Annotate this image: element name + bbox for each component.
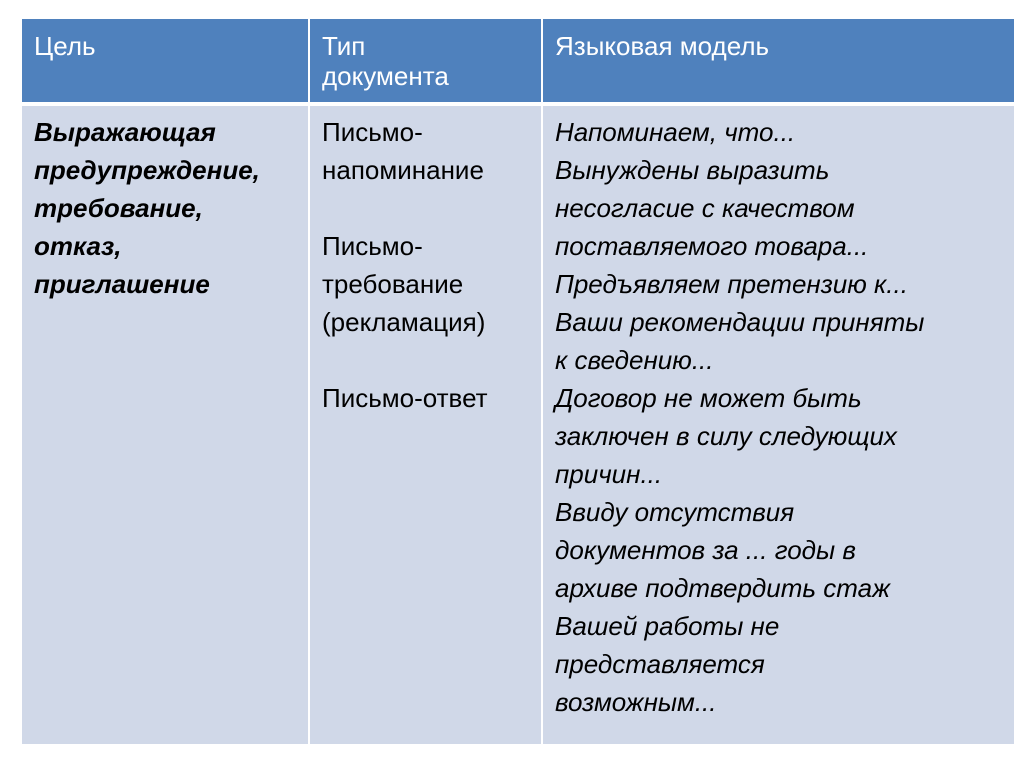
language-model-line: Вынуждены выразить	[555, 155, 830, 185]
document-type-claim-line-1: Письмо-	[322, 231, 423, 261]
language-model-line: к сведению...	[555, 345, 714, 375]
language-model-line: несогласие с качеством	[555, 193, 855, 223]
header-language-model-line: Языковая модель	[555, 31, 770, 61]
language-model-line: архиве подтвердить стаж	[555, 573, 891, 603]
header-purpose	[34, 31, 96, 61]
language-model-line: Вашей работы не	[555, 611, 780, 641]
language-model-line: представляется	[555, 649, 765, 679]
language-model-line: Предъявляем претензию к...	[555, 269, 908, 299]
spacer	[322, 341, 488, 379]
column-divider-2	[541, 19, 543, 744]
document-type-claim-line-2: требование	[322, 269, 464, 299]
header-document-type-line-1: Тип	[322, 31, 366, 61]
language-model-cell	[555, 113, 924, 721]
document-type-reply-line: Письмо-ответ	[322, 383, 488, 413]
language-model-line: заключен в силу следующих	[555, 421, 897, 451]
purpose-line: требование,	[34, 193, 203, 223]
header-document-type-line-2: документа	[322, 61, 449, 91]
document-type-reminder-line-1: Письмо-	[322, 117, 423, 147]
document-types-cell	[322, 113, 488, 417]
language-model-line: документов за ... годы в	[555, 535, 856, 565]
letter-types-table	[22, 19, 1014, 744]
purpose-line: отказ,	[34, 231, 122, 261]
language-model-line: поставляемого товара...	[555, 231, 869, 261]
purpose-cell	[34, 113, 260, 303]
language-model-line: Договор не может быть	[555, 383, 862, 413]
purpose-line: приглашение	[34, 269, 210, 299]
table-header-row	[22, 19, 1014, 102]
language-model-line: Напоминаем, что...	[555, 117, 796, 147]
language-model-line: Ввиду отсутствия	[555, 497, 795, 527]
language-model-line: возможным...	[555, 687, 717, 717]
language-model-line: Ваши рекомендации приняты	[555, 307, 925, 337]
language-model-line: причин...	[555, 459, 663, 489]
spacer	[322, 189, 488, 227]
document-type-claim-line-3: (рекламация)	[322, 307, 486, 337]
header-purpose-line: Цель	[34, 31, 96, 61]
header-divider	[22, 102, 1014, 106]
header-document-type	[322, 31, 449, 91]
purpose-line: Выражающая	[34, 117, 216, 147]
header-language-model	[555, 31, 769, 61]
document-type-reminder-line-2: напоминание	[322, 155, 484, 185]
purpose-line: предупреждение,	[34, 155, 260, 185]
column-divider-1	[308, 19, 310, 744]
